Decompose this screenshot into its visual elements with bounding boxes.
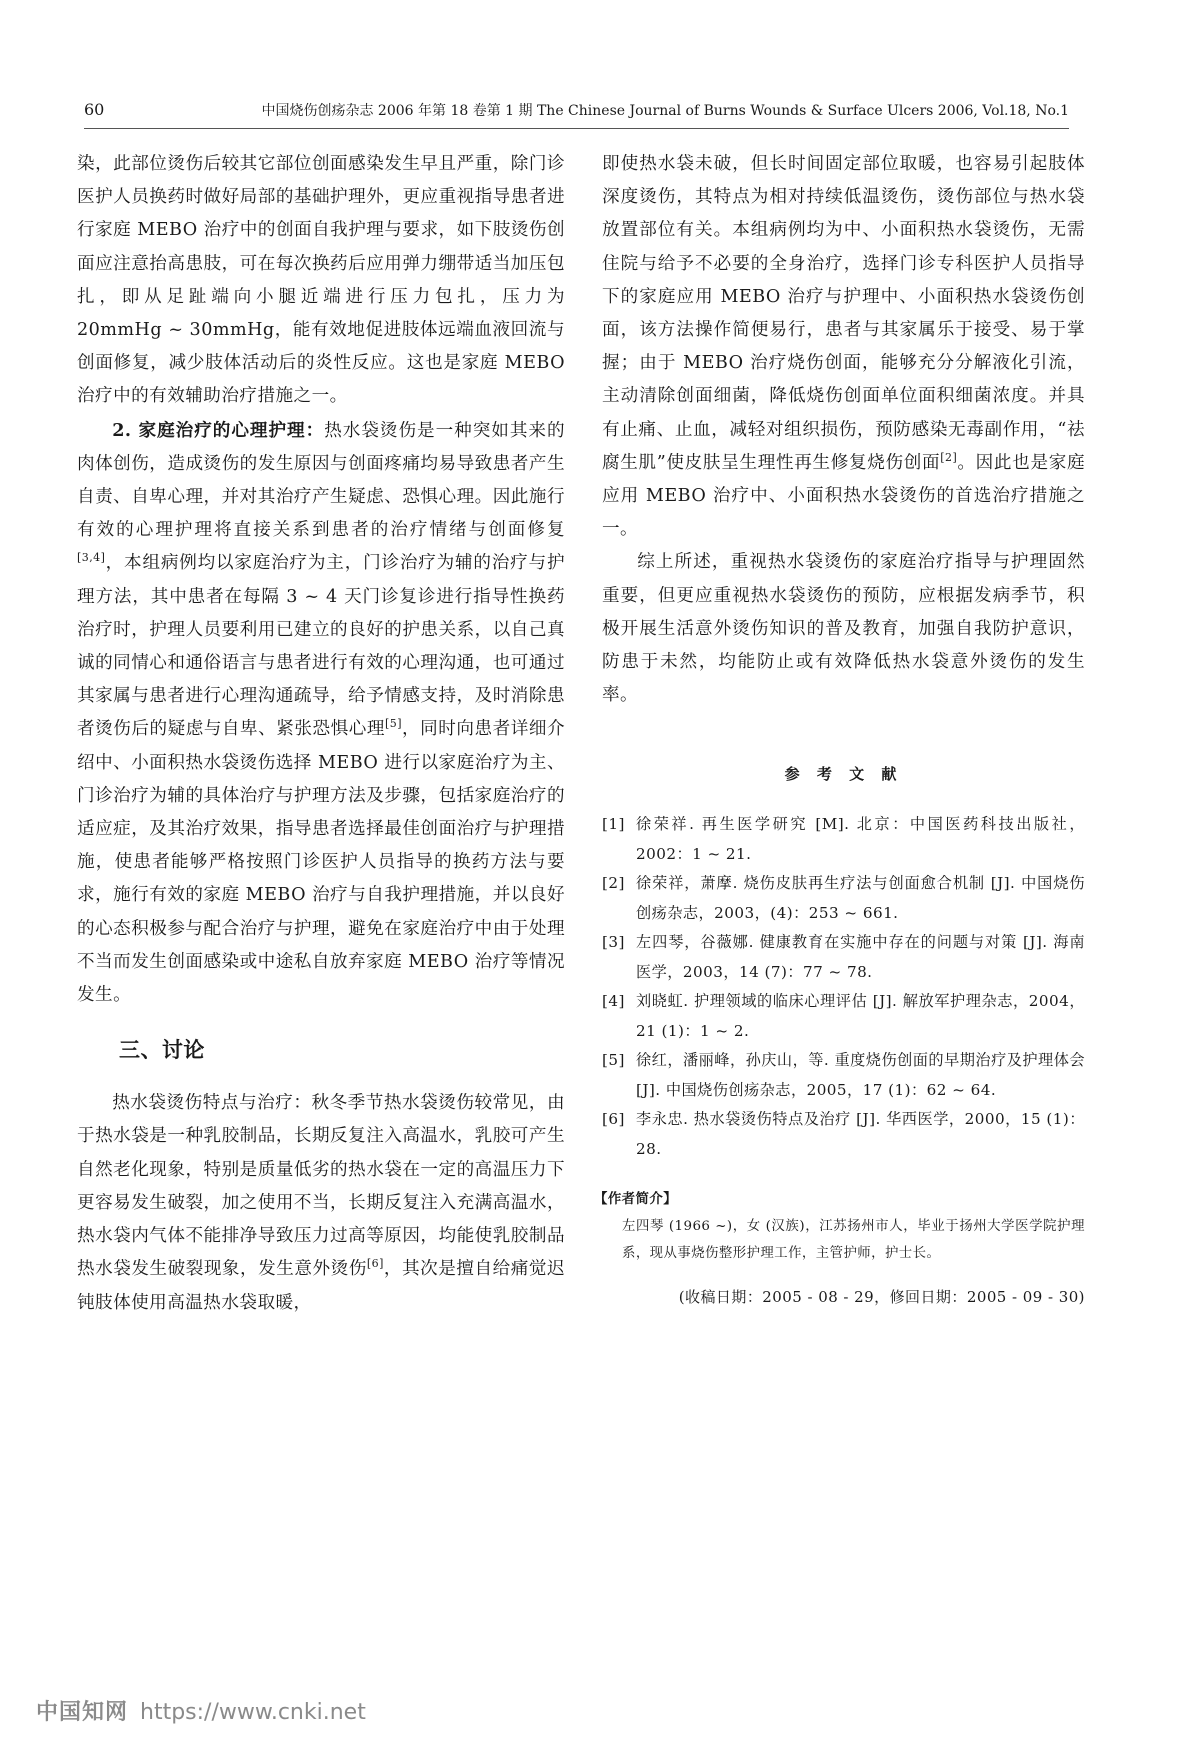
cnki-url[interactable]: https://www.cnki.net	[140, 1700, 366, 1725]
reference-text: 左四琴，谷薇娜. 健康教育在实施中存在的问题与对策 [J]. 海南医学，2003，14 (7)：77 ~ 78.	[636, 933, 1085, 981]
paragraph-text: ，本组病例均以家庭治疗为主，门诊治疗为辅的治疗与护理方法，其中患者在每隔 3 ~ 4 天门诊复诊进行指导性换药治疗时，护理人员要利用已建立的良好的护患关系，以自己真诚的同情心和通俗语言与患者进行有效的心理沟通，也可通过其家属与患者进行心理沟通疏导，给予情感支持，及时消除患者烫伤后的疑虑与自卑、紧张恐惧心理	[77, 553, 565, 740]
right-column	[594, 148, 1085, 1309]
reference-item	[602, 810, 1085, 869]
reference-number: [3]	[602, 933, 625, 952]
section-heading: 三、讨论	[119, 1038, 205, 1063]
header-rule	[84, 128, 1069, 129]
paragraph-text: ，同时向患者详细介绍中、小面积热水袋烫伤选择 MEBO 进行以家庭治疗为主、门诊治疗为辅的具体治疗与护理方法及步骤，包括家庭治疗的适应症，及其治疗效果，指导患者选择最佳创面治疗与护理措施，使患者能够严格按照门诊医护人员指导的换药方法与要求，施行有效的家庭 MEBO 治疗与自我护理措施，并以良好的心态积极参与配合治疗与护理，避免在家庭治疗中由于处理不当而发生创面感染或中途私自放弃家庭 MEBO 治疗等情况发生。	[77, 719, 565, 1006]
paragraph-psych-care	[77, 414, 565, 1013]
reference-number: [5]	[602, 1051, 625, 1070]
paragraph-text: 热水袋烫伤是一种突如其来的肉体创伤，造成烫伤的发生原因与创面疼痛均易导致患者产生自责、自卑心理，并对其治疗产生疑虑、恐惧心理。因此施行有效的心理护理将直接关系到患者的治疗情绪与创面修复	[77, 420, 565, 541]
references-title: 参 考 文 献	[784, 765, 903, 784]
author-bio-label: 【作者简介】	[594, 1191, 678, 1208]
reference-item	[602, 869, 1085, 928]
reference-number: [2]	[602, 874, 625, 893]
reference-list	[602, 810, 1085, 1164]
reference-text: 李永忠. 热水袋烫伤特点及治疗 [J]. 华西医学，2000，15 (1)：28.	[636, 1110, 1085, 1158]
reference-item	[602, 928, 1085, 987]
reference-text: 徐红，潘丽峰，孙庆山，等. 重度烧伤创面的早期治疗及护理体会 [J]. 中国烧伤创疡杂志，2005，17 (1)：62 ~ 64.	[636, 1051, 1085, 1099]
journal-title: 中国烧伤创疡杂志 2006 年第 18 卷第 1 期 The Chinese Journal of Burns Wounds & Surface Ulcers 2006, Vol.18, No.1	[261, 103, 1069, 119]
paragraph-text: 。因此也是家庭应用 MEBO 治疗中、小面积热水袋烫伤的首选治疗措施之一。	[602, 452, 1085, 540]
author-bio	[594, 1186, 1085, 1267]
paragraph-text: 即使热水袋未破，但长时间固定部位取暖，也容易引起肢体深度烫伤，其特点为相对持续低温烫伤，烫伤部位与热水袋放置部位有关。本组病例均为中、小面积热水袋烫伤，无需住院与给予不必要的全身治疗，选择门诊专科医护人员指导下的家庭应用 MEBO 治疗与护理中、小面积热水袋烫伤创面，该方法操作简便易行，患者与其家属乐于接受、易于掌握；由于 MEBO 治疗烧伤创面，能够充分分解液化引流，主动清除创面细菌，降低烧伤创面单位面积细菌浓度。并具有止痛、止血，减轻对组织损伤，预防感染无毒副作用，“祛腐生肌”使皮肤呈生理性再生修复烧伤创面	[602, 154, 1085, 473]
reference-number: [6]	[602, 1110, 625, 1129]
citation[interactable]: [5]	[385, 717, 402, 731]
cnki-logo: 中国知网	[36, 1700, 129, 1725]
reference-item	[602, 1046, 1085, 1105]
paragraph-discussion	[77, 1087, 565, 1319]
citation[interactable]: [3,4]	[77, 551, 106, 565]
paragraph-text: 热水袋烫伤特点与治疗：秋冬季节热水袋烫伤较常见，由于热水袋是一种乳胶制品，长期反复注入高温水，乳胶可产生自然老化现象，特别是质量低劣的热水袋在一定的高温压力下更容易发生破裂，加之使用不当，长期反复注入充满高温水，热水袋内气体不能排净导致压力过高等原因，均能使乳胶制品热水袋发生破裂现象，发生意外烫伤	[77, 1093, 565, 1280]
reference-text: 徐荣祥. 再生医学研究 [M]. 北京：中国医药科技出版社，2002：1 ~ 21.	[636, 815, 1085, 863]
author-bio-text: 左四琴 (1966 ~)，女 (汉族)，江苏扬州市人，毕业于扬州大学医学院护理系，现从事烧伤整形护理工作，主管护师，护士长。	[622, 1219, 1085, 1262]
subsection-heading: 2. 家庭治疗的心理护理：	[112, 419, 325, 441]
received-dates: (收稿日期：2005 - 08 - 29，修回日期：2005 - 09 - 30)	[678, 1288, 1085, 1307]
reference-number: [4]	[602, 992, 625, 1011]
page-number: 60	[84, 100, 105, 119]
paragraph-summary: 综上所述，重视热水袋烫伤的家庭治疗指导与护理固然重要，但更应重视热水袋烫伤的预防，应根据发病季节，积极开展生活意外烫伤知识的普及教育，加强自我防护意识，防患于未然，均能防止或有效降低热水袋意外烫伤的发生率。	[602, 552, 1085, 706]
watermark-footer	[36, 1695, 366, 1731]
reference-item	[602, 1105, 1085, 1164]
citation[interactable]: [6]	[366, 1257, 384, 1271]
paragraph-continued: 染，此部位烫伤后较其它部位创面感染发生早且严重，除门诊医护人员换药时做好局部的基础护理外，更应重视指导患者进行家庭 MEBO 治疗中的创面自我护理与要求，如下肢烫伤创面应注意抬高患肢，可在每次换药后应用弹力绷带适当加压包扎，即从足趾端向小腿近端进行压力包扎，压力为 20mmHg ~ 30mmHg，能有效地促进肢体远端血液回流与创面修复，减少肢体活动后的炎性反应。这也是家庭 MEBO 治疗中的有效辅助治疗措施之一。	[77, 154, 565, 407]
running-header	[84, 100, 1069, 126]
reference-text: 徐荣祥，萧摩. 烧伤皮肤再生疗法与创面愈合机制 [J]. 中国烧伤创疡杂志，2003，(4)：253 ~ 661.	[636, 874, 1085, 922]
paragraph-text: ，其次是擅自给痛觉迟钝肢体使用高温热水袋取暖，	[77, 1259, 565, 1313]
left-column	[77, 148, 565, 1320]
reference-item	[602, 987, 1085, 1046]
reference-number: [1]	[602, 815, 625, 834]
citation[interactable]: [2]	[940, 450, 958, 464]
reference-text: 刘晓虹. 护理领域的临床心理评估 [J]. 解放军护理杂志，2004，21 (1)：1 ~ 2.	[636, 992, 1085, 1040]
paragraph-continued	[602, 148, 1085, 546]
